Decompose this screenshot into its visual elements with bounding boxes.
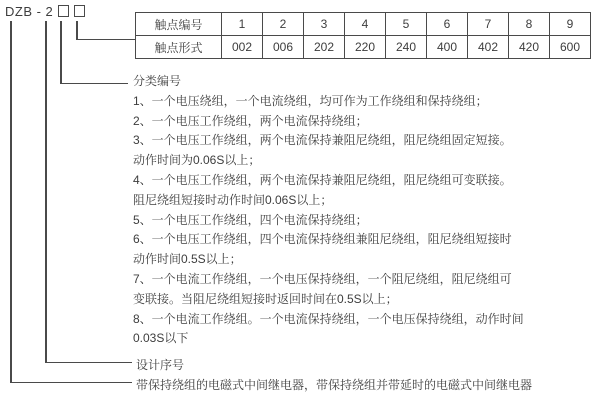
contact-number-cell: 9: [550, 13, 591, 36]
classification-line: 8、一个电流工作绕组。一个电流保持绕组，一个电压保持绕组，动作时间: [133, 311, 524, 326]
contact-number-row: [136, 13, 591, 36]
contact-number-cell: 3: [304, 13, 345, 36]
contact-number-cell: 1: [222, 13, 263, 36]
contact-number-cell: 6: [427, 13, 468, 36]
classification-line: 动作时间0.5S以上；: [133, 252, 242, 267]
classification-line: 2、一个电压工作绕组，两个电流保持绕组；: [133, 113, 368, 128]
leader-design-serial-hline: [45, 362, 132, 364]
classification-line: 1、一个电压绕组，一个电流绕组，均可作为工作绕组和保持绕组；: [133, 93, 488, 108]
classification-line: 4、一个电压工作绕组，两个电流保持兼阻尼绕组，阻尼绕组可变联接。: [133, 172, 512, 187]
leader-relay-type-vline: [10, 21, 12, 383]
classification-line: 阻尼绕组短接时动作时间0.06S以上；: [133, 192, 333, 207]
contact-form-row-label: 触点形式: [136, 36, 222, 59]
classification-line: 3、一个电压工作绕组，两个电流保持兼阻尼绕组，阻尼绕组固定短接。: [133, 133, 512, 148]
classification-line: 6、一个电压工作绕组，四个电流保持绕组兼阻尼绕组，阻尼绕组短接时: [133, 232, 512, 247]
contact-table: [135, 12, 591, 59]
contact-form-cell: 220: [345, 36, 386, 59]
contact-form-cell: 420: [509, 36, 550, 59]
model-box-1: [58, 5, 69, 17]
classification-line: 0.03S以下: [133, 331, 189, 346]
model-code: [5, 2, 85, 20]
leader-design-serial-vline: [45, 21, 47, 363]
contact-form-cell: 402: [468, 36, 509, 59]
leader-contact-table-hline: [76, 39, 135, 41]
contact-form-row: [136, 36, 591, 59]
classification-line: 动作时间为0.06S以上；: [133, 153, 261, 168]
classification-section: [133, 72, 524, 349]
classification-line: 变联接。当阻尼绕组短接时返回时间在0.5S以上；: [133, 291, 398, 306]
contact-number-cell: 4: [345, 13, 386, 36]
classification-label: 分类编号: [133, 74, 182, 88]
leader-classification-hline: [60, 83, 128, 85]
leader-classification-vline: [60, 21, 62, 84]
contact-number-cell: 2: [263, 13, 304, 36]
leader-contact-table-vline: [76, 21, 78, 40]
contact-form-cell: 006: [263, 36, 304, 59]
contact-number-cell: 7: [468, 13, 509, 36]
contact-number-row-label: 触点编号: [136, 13, 222, 36]
leader-relay-type-hline: [10, 382, 132, 384]
relay-type-description: 带保持绕组的电磁式中间继电器，带保持绕组并带延时的电磁式中间继电器: [136, 378, 533, 392]
classification-line: 7、一个电流工作绕组，一个电压保持绕组，一个阻尼绕组，阻尼绕组可: [133, 271, 512, 286]
contact-form-cell: 002: [222, 36, 263, 59]
model-box-2: [74, 5, 85, 17]
contact-form-cell: 600: [550, 36, 591, 59]
contact-number-cell: 5: [386, 13, 427, 36]
contact-number-cell: 8: [509, 13, 550, 36]
contact-form-cell: 240: [386, 36, 427, 59]
contact-form-cell: 400: [427, 36, 468, 59]
classification-line: 5、一个电压工作绕组，四个电流保持绕组；: [133, 212, 368, 227]
model-prefix: DZB - 2: [5, 3, 54, 19]
design-serial-label: 设计序号: [136, 358, 185, 372]
contact-form-cell: 202: [304, 36, 345, 59]
